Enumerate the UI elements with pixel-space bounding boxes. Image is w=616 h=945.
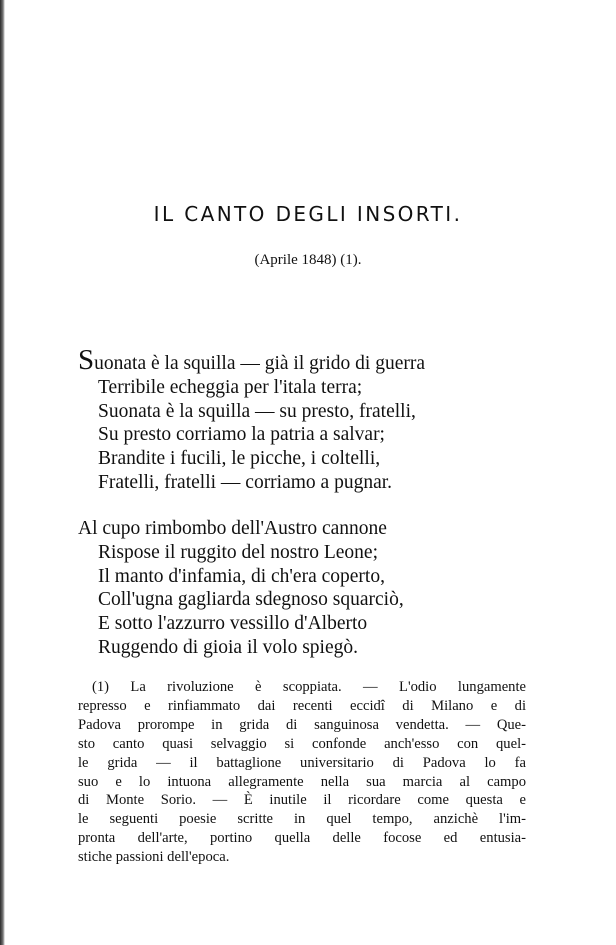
verse-line: Al cupo rimbombo dell'Austro cannone	[78, 518, 387, 539]
footnote-line: Padova prorompe in grida di sanguinosa vendetta. — Que-	[78, 716, 526, 733]
verse-line: Rispose il ruggito del nostro Leone;	[98, 541, 379, 563]
verse-line: Il manto d'infamia, di ch'era coperto,	[98, 565, 385, 587]
stanza-1	[78, 344, 426, 495]
verse-line: Su presto corriamo la patria a salvar;	[98, 424, 385, 446]
footnote-line: di Monte Sorio. — È inutile il ricordare come questa e	[78, 792, 526, 809]
verse-line: Brandite i fucili, le picche, i coltelli,	[98, 448, 381, 470]
footnote-line: pronta dell'arte, portino quella delle focose ed entusia-	[78, 830, 526, 847]
footnote-line: represso e rinfiammato dai recenti eccidî di Milano e di	[78, 697, 526, 714]
footnote-line: sto canto quasi selvaggio si confonde anch'esso con quel-	[78, 735, 526, 752]
poem-title: IL CANTO DEGLI INSORTI.	[153, 202, 463, 226]
verse-line: Terribile echeggia per l'itala terra;	[98, 376, 363, 398]
verse-line: Coll'ugna gagliarda sdegnoso squarciò,	[98, 589, 404, 611]
drop-cap: S	[78, 344, 95, 376]
footnote-line: suo e lo intuona allegramente nella sua marcia al campo	[78, 773, 526, 790]
footnote-line: (1) La rivoluzione è scoppiata. — L'odio lungamente	[92, 679, 526, 695]
page-edge-shadow	[0, 0, 5, 945]
verse-line: Suonata è la squilla — su presto, fratelli,	[98, 400, 416, 422]
verse-line: Ruggendo di gioia il volo spiegò.	[98, 636, 358, 658]
footnote-line: le seguenti poesie scritte in quel tempo, anzichè l'im-	[78, 811, 526, 828]
verse-line: E sotto l'azzurro vessillo d'Alberto	[98, 613, 368, 635]
verse-line-text: uonata è la squilla — già il grido di guerra	[94, 353, 426, 374]
footnote-line: le grida — il battaglione universitario di Padova lo fa	[78, 754, 526, 771]
verse-line: Fratelli, fratelli — corriamo a pugnar.	[98, 471, 393, 493]
footnote	[78, 678, 526, 867]
verse-line	[78, 344, 426, 376]
poem-date: (Aprile 1848) (1).	[254, 252, 362, 268]
footnote-line: stiche passioni dell'epoca.	[78, 849, 230, 866]
stanza-2	[78, 517, 404, 660]
